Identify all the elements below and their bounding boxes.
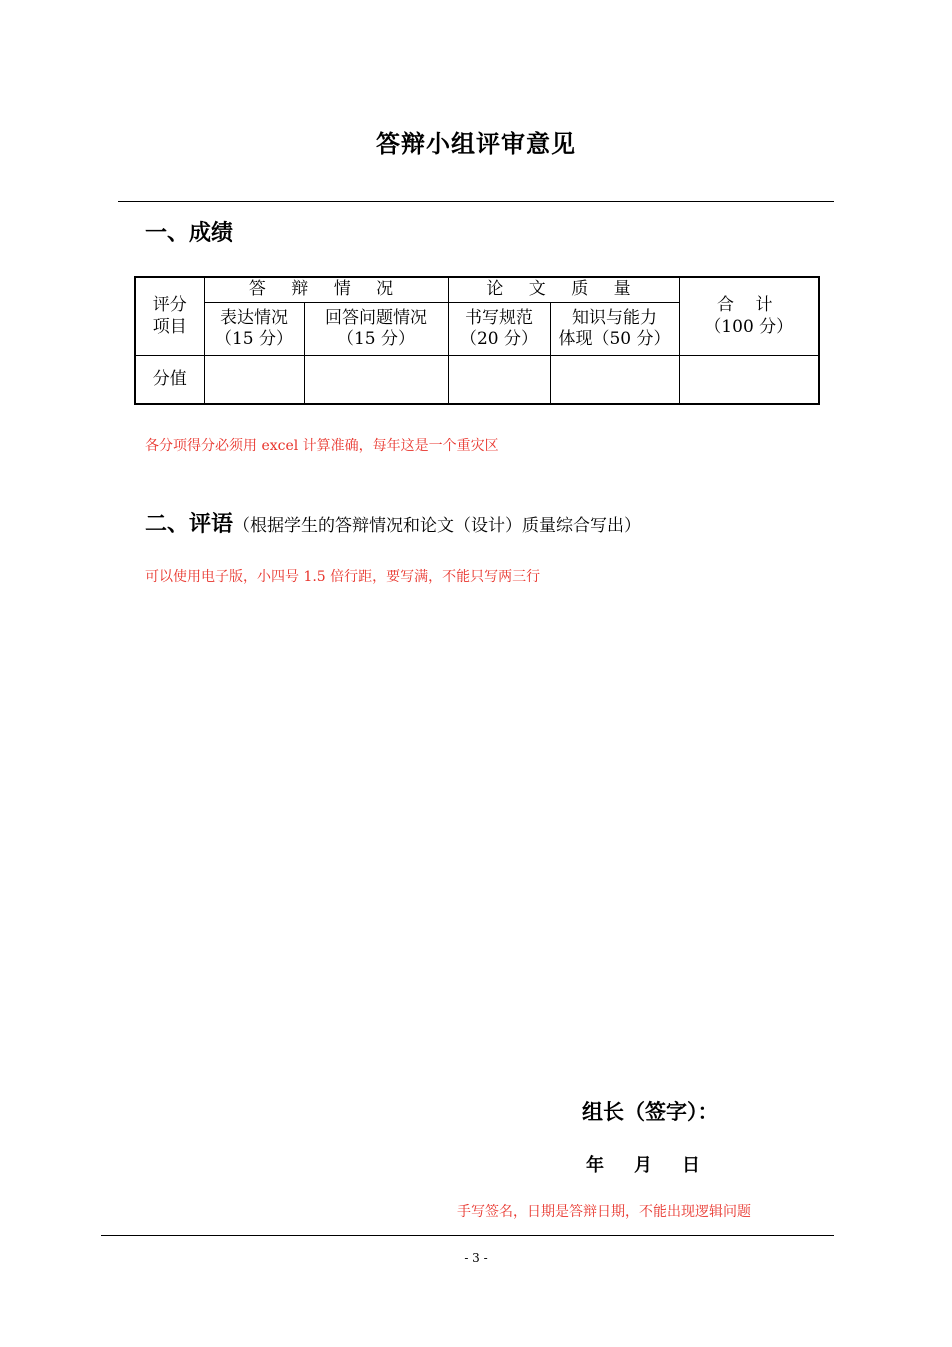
score-cell-writing[interactable] bbox=[448, 356, 550, 404]
column-header-knowledge bbox=[550, 303, 679, 356]
score-cell-total[interactable] bbox=[679, 356, 819, 404]
section-score-heading: 一、成绩 bbox=[145, 220, 234, 246]
signature-label: 组长（签字）： bbox=[582, 1099, 719, 1124]
column-label: 知识与能力 bbox=[572, 307, 657, 328]
comment-note: 可以使用电子版，小四号 1.5 倍行距，要写满，不能只写两三行 bbox=[145, 569, 541, 585]
row-header-cell: 评分 项目 bbox=[135, 277, 204, 356]
score-cell-expression[interactable] bbox=[204, 356, 304, 404]
total-header-cell bbox=[679, 277, 819, 356]
page-number: - 3 - bbox=[464, 1251, 488, 1265]
total-label: 合 计 bbox=[717, 295, 781, 316]
group-paper-header: 论 文 质 量 bbox=[448, 277, 679, 303]
score-table bbox=[134, 276, 820, 405]
footer-divider bbox=[101, 1235, 834, 1236]
column-header-writing bbox=[448, 303, 550, 356]
column-points: （20 分） bbox=[459, 329, 539, 349]
day-label: 日 bbox=[682, 1155, 700, 1176]
column-points: 体现（50 分） bbox=[558, 329, 671, 349]
column-label: 表达情况 bbox=[220, 307, 288, 328]
column-points: （15 分） bbox=[336, 329, 416, 349]
month-label: 月 bbox=[634, 1155, 652, 1176]
comment-subheading: （根据学生的答辩情况和论文（设计）质量综合写出） bbox=[233, 516, 642, 536]
signature-note: 手写签名，日期是答辩日期，不能出现逻辑问题 bbox=[457, 1204, 751, 1220]
group-defense-header: 答 辩 情 况 bbox=[204, 277, 448, 303]
column-header-answering bbox=[304, 303, 448, 356]
score-cell-answering[interactable] bbox=[304, 356, 448, 404]
header-divider bbox=[118, 201, 834, 202]
column-label: 回答问题情况 bbox=[325, 307, 427, 328]
total-points: （100 分） bbox=[704, 316, 794, 337]
column-header-expression bbox=[204, 303, 304, 356]
year-label: 年 bbox=[586, 1155, 604, 1176]
score-note: 各分项得分必须用 excel 计算准确，每年这是一个重灾区 bbox=[145, 438, 499, 454]
date-line bbox=[586, 1151, 730, 1177]
page-title: 答辩小组评审意见 bbox=[376, 129, 576, 158]
column-label: 书写规范 bbox=[465, 307, 533, 328]
column-points: （15 分） bbox=[214, 329, 294, 349]
comment-heading-text: 二、评语 bbox=[145, 511, 234, 537]
score-row-label: 分值 bbox=[135, 356, 204, 404]
score-cell-knowledge[interactable] bbox=[550, 356, 679, 404]
section-comment-heading bbox=[145, 507, 641, 538]
